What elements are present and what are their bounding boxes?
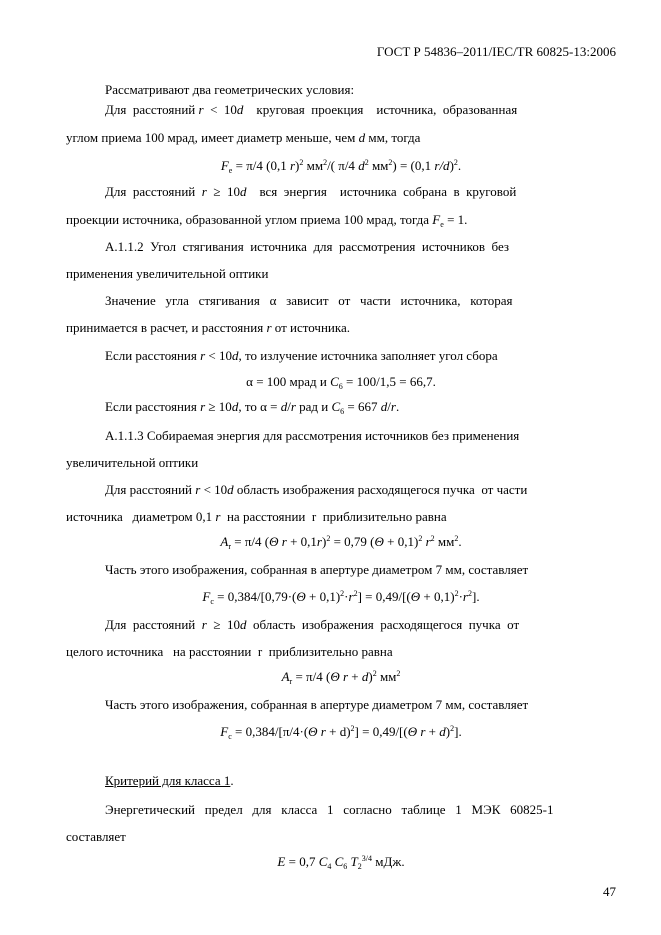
section-a113-heading-line-1: А.1.1.3 Собираемая энергия для рассмотрения источников без применения bbox=[105, 428, 520, 443]
formula-fc-whole: $F_c = 0,384/[\pi/4\cdot(\Theta$ r + d)$^2$] = 0,49/[(Θ r + d)$^2$]. bbox=[220, 724, 462, 741]
formula-ar-whole: $A_r = \pi/4$ (Θ r + d)$^2$ $мм^2$ bbox=[281, 669, 401, 686]
paragraph-whole-source-line-2: целого источника на расстоянии r приблизительно равна bbox=[66, 644, 393, 659]
paragraph-condition-1-line-1: Для расстояний r < 10d круговая проекция источника, образованная bbox=[105, 102, 518, 117]
paragraph-energy-limit-line-2: составляет bbox=[66, 829, 126, 844]
paragraph-angle-line-2: принимается в расчет, и расстояния r от источника. bbox=[66, 320, 351, 335]
section-a113-heading-line-2: увеличительной оптики bbox=[66, 455, 199, 470]
formula-ar-part: $A_r = \pi/4$ (Θ r + 0,1r)$^2$ = 0,79 $(\Theta + 0,1)^2$ $r^2$ $мм^2$. bbox=[220, 534, 462, 551]
section-a112-heading-line-1: А.1.1.2 Угол стягивания источника для рассмотрения источников без bbox=[105, 239, 510, 254]
class-1-criterion-heading: Критерий для класса 1. bbox=[105, 773, 234, 788]
paragraph-part-source-line-2: источника диаметром 0,1 r на расстоянии r приблизительно равна bbox=[66, 509, 447, 524]
paragraph-if-less: Если расстояния r < 10d, то излучение источника заполняет угол сбора bbox=[105, 348, 498, 363]
formula-fc-part: $F_c = 0,384/[0,79\cdot(\Theta + 0,1)^2\cdot r^2] = 0,49/[(\Theta + 0,1)^2\cdot r^2]$. bbox=[202, 589, 480, 606]
page-number: 47 bbox=[603, 884, 616, 899]
formula-fe-small: $F_e = \pi/4$ (0,1 r)$^2$ $мм^2/$( π/4 $d^2$ $мм^2) = (0,1$ r/d)$^2$. bbox=[220, 158, 462, 175]
formula-alpha-c6: α = 100 мрад и $C_6 = 100/1,5 = 66,7$. bbox=[246, 374, 436, 391]
paragraph-fraction-aperture-2: Часть этого изображения, собранная в апертуре диаметром 7 мм, составляет bbox=[105, 697, 529, 712]
paragraph-condition-2-line-1: Для расстояний r ≥ 10d вся энергия источника собрана в круговой bbox=[105, 184, 517, 199]
paragraph-part-source-line-1: Для расстояний r < 10d область изображения расходящегося пучка от части bbox=[105, 482, 528, 497]
section-a112-heading-line-2: применения увеличительной оптики bbox=[66, 266, 269, 281]
paragraph-energy-limit-line-1: Энергетический предел для класса 1 согласно таблице 1 МЭК 60825-1 bbox=[105, 802, 554, 817]
paragraph-if-greater: Если расстояния r ≥ 10d, то α = d/r рад и $C_6 = 667$ d/r. bbox=[105, 399, 400, 416]
paragraph-angle-line-1: Значение угла стягивания α зависит от части источника, которая bbox=[105, 293, 513, 308]
paragraph-fraction-aperture-1: Часть этого изображения, собранная в апертуре диаметром 7 мм, составляет bbox=[105, 562, 529, 577]
formula-energy: E = 0,7 $C_4$ $C_6$ $T_2^{3/4}$ мДж. bbox=[277, 854, 405, 871]
paragraph-condition-2-line-2: проекции источника, образованной углом приема 100 мрад, тогда $F_e = 1$. bbox=[66, 212, 468, 229]
paragraph-whole-source-line-1: Для расстояний r ≥ 10d область изображения расходящегося пучка от bbox=[105, 617, 520, 632]
document-code-header: ГОСТ Р 54836–2011/IEC/TR 60825-13:2006 bbox=[376, 44, 616, 59]
paragraph-intro: Рассматривают два геометрических условия: bbox=[105, 82, 355, 97]
paragraph-condition-1-line-2: углом приема 100 мрад, имеет диаметр меньше, чем d мм, тогда bbox=[66, 130, 421, 145]
